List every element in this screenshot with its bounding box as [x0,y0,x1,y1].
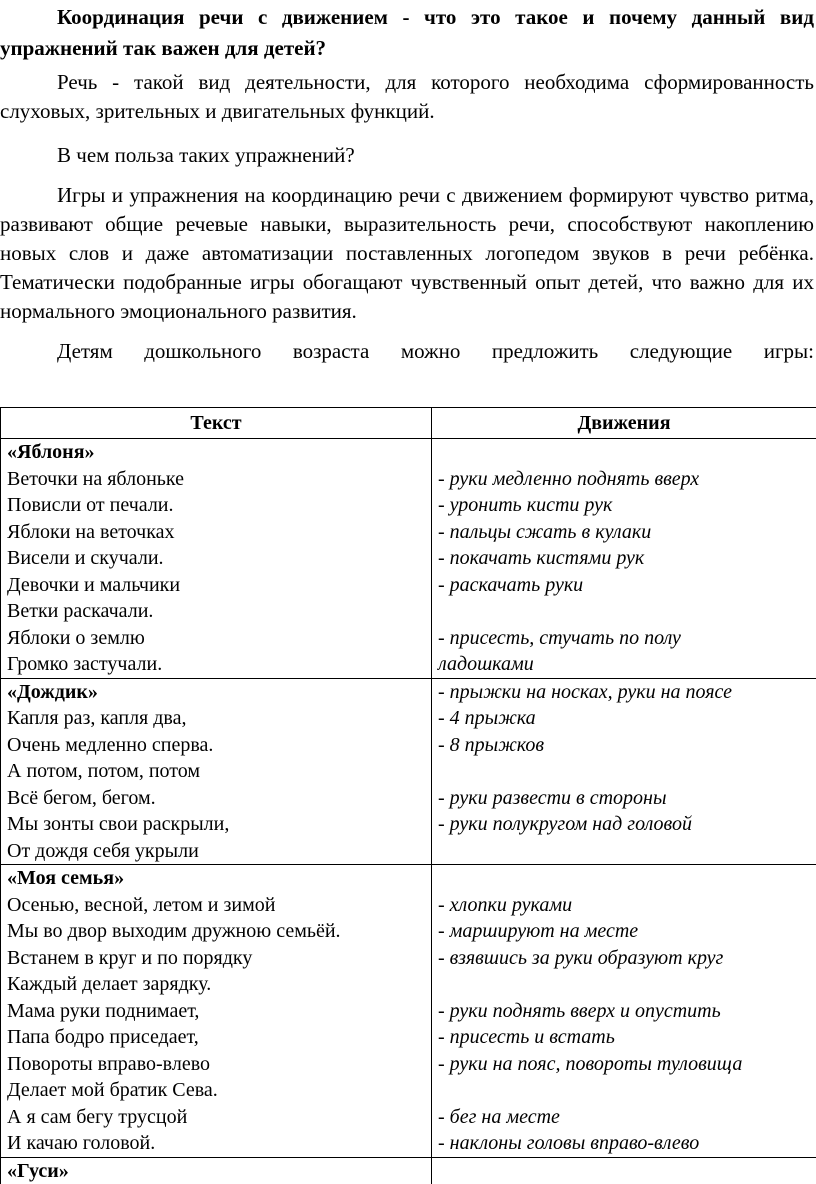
game-text-line: Папа бодро приседает, [7,1026,199,1048]
game-movement-line: - руки развести в стороны [438,786,667,809]
paragraph-games-intro: Детям дошкольного возраста можно предложить следующие игры: [57,339,814,363]
game-movements-cell [432,678,816,865]
game-text-line: Всё бегом, бегом. [7,786,156,809]
game-movement-line: - 8 прыжков [438,733,545,756]
game-movement-line: - раскачать руки [438,573,584,596]
paragraph-question: В чем польза таких упражнений? [57,143,355,167]
game-movement-line: - 4 прыжка [438,707,536,729]
game-title: «Яблоня» [7,441,95,463]
game-movement-line [438,1077,810,1104]
game-text-cell [1,439,432,679]
game-movement-line [438,758,810,785]
games-table-body [1,439,816,1184]
game-text-line: От дождя себя укрыли [7,839,199,862]
game-movements-cell [432,865,816,1158]
game-movement-line [438,598,810,625]
table-row [1,439,816,679]
game-text-line: Повисли от печали. [7,494,174,516]
game-text-line: Громко застучали. [7,653,163,675]
game-movement-line [438,865,810,892]
game-text-line: Ветки раскачали. [7,600,154,622]
game-text-line: Делает мой братик Сева. [7,1079,218,1101]
table-row [1,865,816,1158]
game-movement-line [438,838,810,865]
table-row [1,678,816,865]
page-title: Координация речи с движением - что это такое и почему данный вид упражнений так важен для детей? [0,5,814,60]
game-text-line: Осенью, весной, летом и зимой [7,893,276,916]
table-row [1,1157,816,1184]
game-text-line: Капля раз, капля два, [7,707,187,729]
game-movement-line: - покачать кистями рук [438,547,645,569]
game-text-line: Яблоки на веточках [7,520,175,543]
game-text-line: Висели и скучали. [7,547,164,569]
game-text-line: Мама руки поднимает, [7,999,200,1022]
game-movement-line: - хлопки руками [438,893,573,916]
game-text-line: И качаю головой. [7,1132,156,1154]
game-text-line: Мы во двор выходим дружною семьёй. [7,920,341,942]
game-text-cell [1,678,432,865]
game-movement-line: - руки поднять вверх и опустить [438,999,721,1022]
game-movement-line [438,439,810,466]
game-movement-line: - взявшись за руки образуют круг [438,946,724,969]
game-movements-cell [432,1157,816,1184]
game-movement-line: - руки на пояс, повороты туловища [438,1052,743,1075]
game-text-line: А я сам бегу трусцой [7,1105,188,1128]
game-movement-line: - руки медленно поднять вверх [438,467,700,490]
game-title: «Моя семья» [7,867,125,889]
game-movement-line: ладошками [438,653,534,675]
header-text: Текст [1,408,432,439]
game-text-line: Повороты вправо-влево [7,1052,210,1075]
game-movement-line: - бег на месте [438,1105,560,1128]
game-text-line: Встанем в круг и по порядку [7,946,253,969]
game-movement-line [438,971,810,998]
game-text-line: Мы зонты свои раскрыли, [7,813,230,835]
game-title: «Гуси» [7,1159,69,1182]
paragraph-benefits: Игры и упражнения на координацию речи с движением формируют чувство ритма, развивают общие речевые навыки, выразительность речи, способствуют накоплению новых слов и даже автоматизации поставленных логопедом звуков в речи ребёнка. Тематически подобранные игры обогащают чувственный опыт детей, что важно для их нормального эмоционального развития. [0,183,814,323]
game-text-line: Очень медленно сперва. [7,733,214,756]
paragraph-intro: Речь - такой вид деятельности, для которого необходима сформированность слуховых, зрительных и двигательных функций. [0,70,814,123]
game-text-cell [1,1157,432,1184]
game-text-line: Веточки на яблоньке [7,467,185,490]
game-movement-line: - прыжки на носках, руки на поясе [438,680,733,703]
game-movement-line [438,1158,810,1184]
game-movement-line: - присесть и встать [438,1026,615,1048]
game-movement-line: - маршируют на месте [438,920,639,942]
games-table [0,407,816,1184]
header-movements: Движения [432,408,816,439]
table-header-row [1,408,816,439]
game-movement-line: - уронить кисти рук [438,494,613,516]
game-movement-line: - руки полукругом над головой [438,813,692,835]
game-text-cell [1,865,432,1158]
game-movement-line: - присесть, стучать по полу [438,626,681,649]
game-text-line: Каждый делает зарядку. [7,973,212,995]
game-movement-line: - пальцы сжать в кулаки [438,520,652,543]
game-title: «Дождик» [7,680,98,703]
game-text-line: Девочки и мальчики [7,573,181,596]
game-text-line: А потом, потом, потом [7,760,201,782]
game-text-line: Яблоки о землю [7,626,145,649]
game-movement-line: - наклоны головы вправо-влево [438,1132,700,1154]
game-movements-cell [432,439,816,679]
